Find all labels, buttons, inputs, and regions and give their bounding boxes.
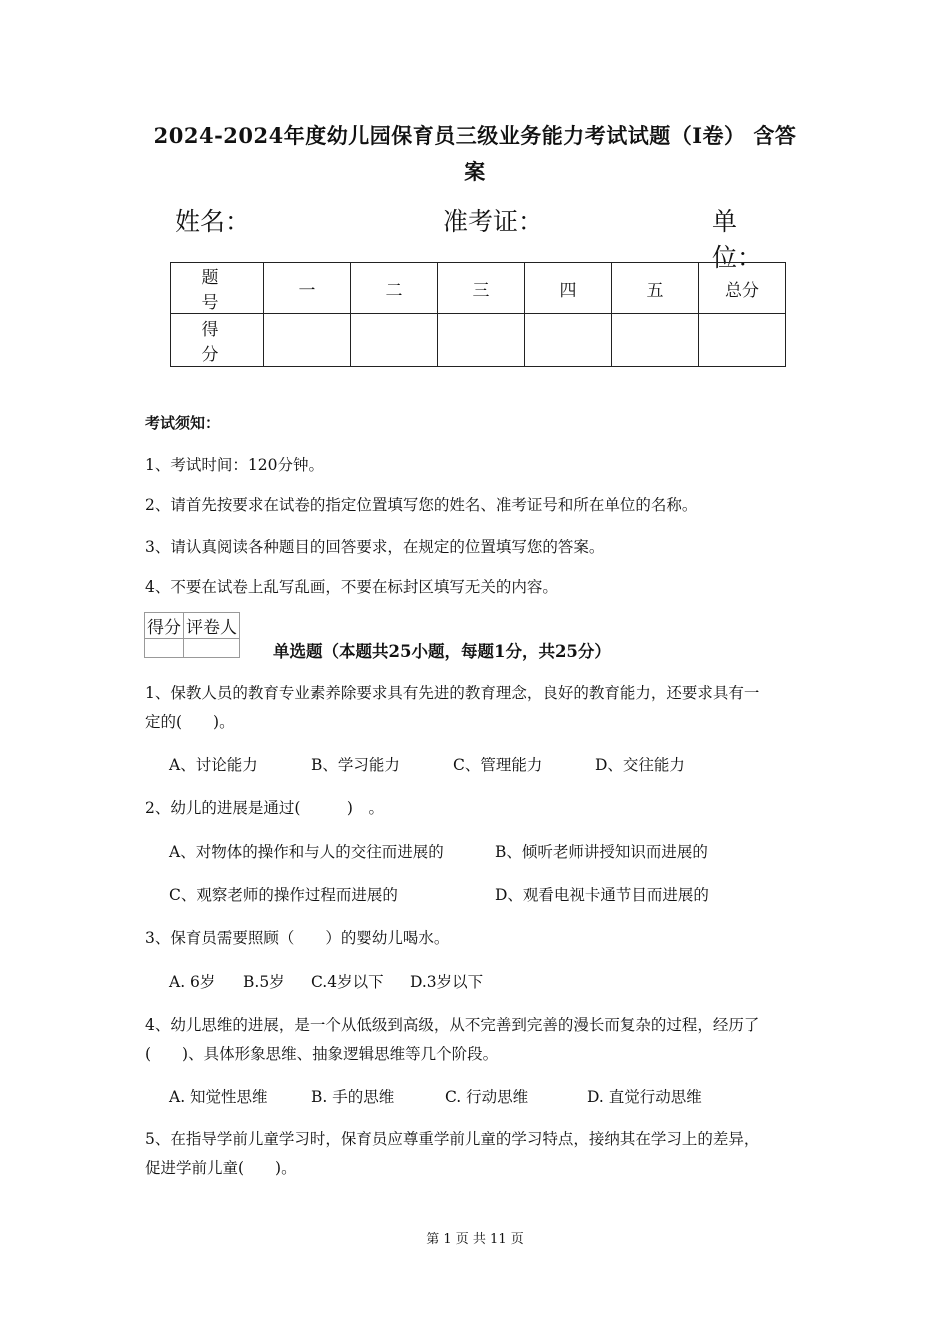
question-3-line-1: 3、保育员需要照顾（ ）的婴幼儿喝水。 xyxy=(145,929,450,947)
header-cell: 二 xyxy=(351,263,438,314)
header-cell: 三 xyxy=(438,263,525,314)
question-4-option-b[interactable]: B. 手的思维 xyxy=(311,1088,395,1106)
grader-box-grader-cell[interactable] xyxy=(184,639,240,658)
question-4-line-1: 4、幼儿思维的进展，是一个从低级到高级，从不完善到完善的漫长而复杂的过程，经历了 xyxy=(145,1016,760,1034)
question-1-option-b[interactable]: B、学习能力 xyxy=(311,756,400,774)
header-cell: 四 xyxy=(525,263,612,314)
score-table-header-row xyxy=(171,263,786,314)
score-cell[interactable] xyxy=(438,314,525,367)
row-label-question-number: 题 号 xyxy=(171,263,264,314)
question-4-line-2: ( )、具体形象思维、抽象逻辑思维等几个阶段。 xyxy=(145,1045,499,1063)
grader-box xyxy=(144,612,240,658)
question-1-option-a[interactable]: A、讨论能力 xyxy=(169,756,258,774)
question-3-option-c[interactable]: C.4岁以下 xyxy=(311,973,384,991)
exam-id-field-label: 准考证： xyxy=(443,207,544,236)
question-5-line-2: 促进学前儿童( )。 xyxy=(145,1159,297,1177)
header-cell: 五 xyxy=(612,263,699,314)
grader-box-grader-label: 评卷人 xyxy=(184,613,240,639)
question-1-line-2: 定的( )。 xyxy=(145,713,235,731)
question-3-option-b[interactable]: B.5岁 xyxy=(243,973,285,991)
notice-item: 2、请首先按要求在试卷的指定位置填写您的姓名、准考证号和所在单位的名称。 xyxy=(145,496,698,514)
question-4-option-d[interactable]: D. 直觉行动思维 xyxy=(587,1088,702,1106)
candidate-fields xyxy=(175,202,780,272)
unit-field-label: 单位： xyxy=(712,207,763,272)
score-cell[interactable] xyxy=(264,314,351,367)
grader-box-score-cell[interactable] xyxy=(145,639,184,658)
score-cell[interactable] xyxy=(351,314,438,367)
section-title: 单选题（本题共25小题，每题1分，共25分） xyxy=(273,642,611,661)
question-1-line-1: 1、保教人员的教育专业素养除要求具有先进的教育理念，良好的教育能力，还要求具有一 xyxy=(145,684,760,702)
notice-item: 3、请认真阅读各种题目的回答要求，在规定的位置填写您的答案。 xyxy=(145,538,605,556)
notice-title: 考试须知： xyxy=(145,414,221,432)
title-line-2: 案 xyxy=(464,159,486,184)
question-3-option-a[interactable]: A. 6岁 xyxy=(169,973,216,991)
question-2-option-a[interactable]: A、对物体的操作和与人的交往而进展的 xyxy=(169,843,444,861)
header-cell: 一 xyxy=(264,263,351,314)
row-label-score: 得 分 xyxy=(171,314,264,367)
question-1-option-d[interactable]: D、交往能力 xyxy=(595,756,685,774)
score-cell[interactable] xyxy=(699,314,786,367)
question-2-option-d[interactable]: D、观看电视卡通节目而进展的 xyxy=(495,886,709,904)
title-line-1: 2024-2024年度幼儿园保育员三级业务能力考试试题（I卷） 含答 xyxy=(153,123,797,148)
notice-item: 4、不要在试卷上乱写乱画，不要在标封区填写无关的内容。 xyxy=(145,578,558,596)
score-cell[interactable] xyxy=(612,314,699,367)
score-table xyxy=(170,262,786,367)
document-title xyxy=(120,118,830,190)
page-footer: 第 1 页 共 11 页 xyxy=(426,1232,524,1247)
score-cell[interactable] xyxy=(525,314,612,367)
question-4-option-a[interactable]: A. 知觉性思维 xyxy=(169,1088,268,1106)
score-table-score-row xyxy=(171,314,786,367)
question-2-option-b[interactable]: B、倾听老师讲授知识而进展的 xyxy=(495,843,708,861)
question-2-line-1: 2、幼儿的进展是通过( ) 。 xyxy=(145,799,384,817)
name-field-label: 姓名： xyxy=(175,207,251,236)
grader-box-score-label: 得分 xyxy=(145,613,184,639)
question-1-option-c[interactable]: C、管理能力 xyxy=(453,756,543,774)
header-cell: 总分 xyxy=(699,263,786,314)
question-2-option-c[interactable]: C、观察老师的操作过程而进展的 xyxy=(169,886,398,904)
question-5-line-1: 5、在指导学前儿童学习时，保育员应尊重学前儿童的学习特点，接纳其在学习上的差异， xyxy=(145,1130,760,1148)
notice-item: 1、考试时间：120分钟。 xyxy=(145,456,324,474)
question-4-option-c[interactable]: C. 行动思维 xyxy=(445,1088,529,1106)
question-3-option-d[interactable]: D.3岁以下 xyxy=(410,973,484,991)
